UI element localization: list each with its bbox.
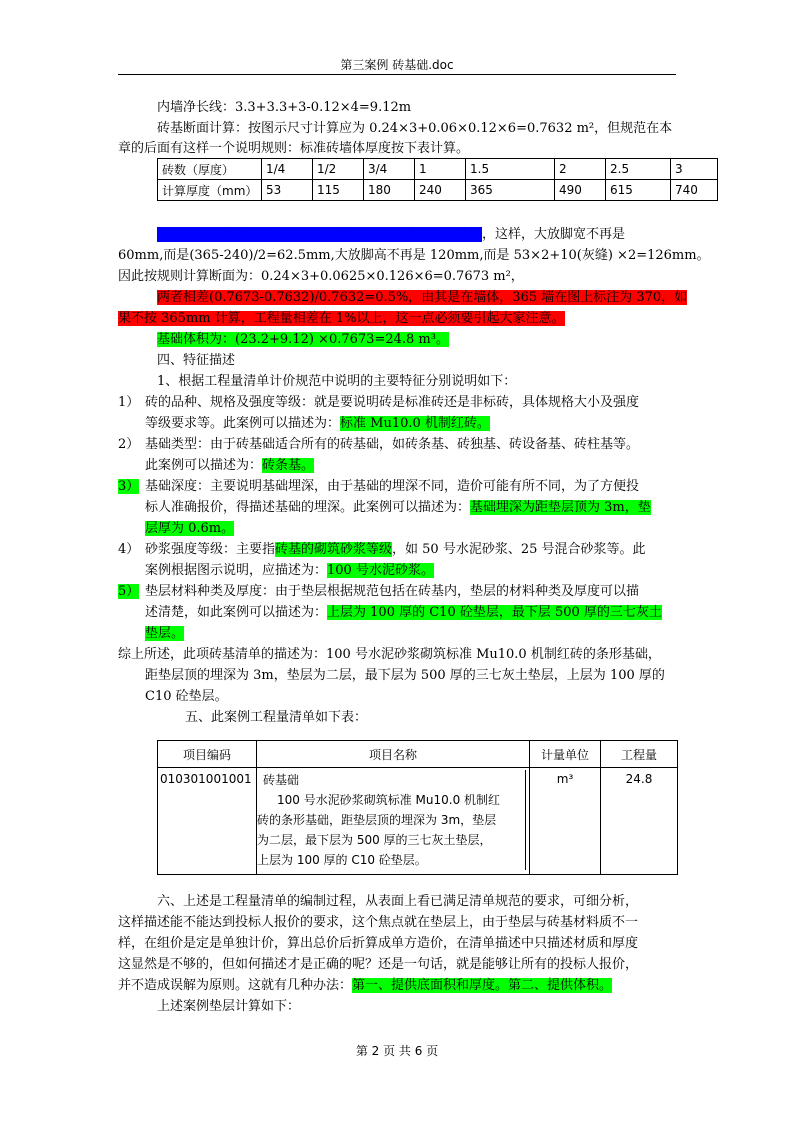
item-name-line: 100 号水泥砂浆砌筑标准 Mu10.0 机制红 <box>277 793 501 807</box>
text-span: 案例根据图示说明，应描述为： <box>145 563 328 578</box>
item2-number: 2） <box>118 437 140 452</box>
table-row <box>158 159 718 180</box>
item5-line2 <box>145 602 662 623</box>
summary-line3: C10 砼垫层。 <box>145 689 228 704</box>
red-highlight: 两者相差(0.7673-0.7632)/0.7632=0.5%，由其是在墙体，365 墙在图上标注为 370，如 <box>157 290 688 305</box>
header-rule <box>118 74 676 75</box>
item1-line2 <box>145 413 490 434</box>
section-calc-line2: 章的后面有这样一个说明规则：标准砖墙体厚度按下表计算。 <box>118 141 470 156</box>
item-name-line: 上层为 100 厚的 C10 砼垫层。 <box>257 853 427 867</box>
header-unit: 计量单位 <box>530 741 601 768</box>
item5-line3 <box>145 623 184 644</box>
section-six-line3: 样，在组价是定是单独计价，算出总价后折算成单方造价，在清单描述中只描述材质和厚度 <box>118 936 639 951</box>
item-name-cell <box>257 768 530 875</box>
item3-line3 <box>145 518 234 539</box>
bill-of-quantities-table <box>157 740 678 875</box>
summary-line2: 距垫层顶的埋深为 3m，垫层为二层，最下层为 500 厚的三七灰土垫层，上层为 100 厚的 <box>145 668 665 683</box>
section-six-line1: 六、上述是工程量清单的编制过程，从表面上看已满足清单规范的要求，可细分析， <box>157 894 639 909</box>
item3-line1: 基础深度：主要说明基础埋深，由于基础的埋深不同，造价可能有所不同，为了方便投 <box>145 479 640 494</box>
rule-explanation-line3: 因此按规则计算断面为：0.24×3+0.0625×0.126×6=0.7673 m²， <box>118 269 524 284</box>
summary-line1: 综上所述，此项砖基清单的描述为：100 号水泥砂浆砌筑标准 Mu10.0 机制红砖的条形基础， <box>118 647 661 662</box>
table-cell: 53 <box>262 180 313 201</box>
table-cell: 计算厚度（mm） <box>158 180 262 201</box>
text-span: 并不造成误解为原则。这就有几种办法： <box>118 978 353 993</box>
section-calc-line1: 砖基断面计算：按图示尺寸计算应为 0.24×3+0.06×0.12×6=0.7632 m²，但规范在本 <box>157 121 673 136</box>
table-cell: 1/4 <box>262 159 313 180</box>
item5-line1: 垫层材料种类及厚度：由于垫层根据规范包括在砖基内，垫层的材料种类及厚度可以描 <box>145 584 640 599</box>
rule-explanation-line2: 60mm,而是(365-240)/2=62.5mm,大放脚高不再是 120mm,而是 53×2+10(灰缝) ×2=126mm。 <box>118 248 710 263</box>
item2-line2 <box>145 455 314 476</box>
item3-number <box>118 476 139 497</box>
section-four-intro: 1、根据工程量清单计价规范中说明的主要特征分别说明如下： <box>157 374 517 389</box>
item4-line2 <box>145 560 434 581</box>
header-code: 项目编码 <box>158 741 257 768</box>
item-quantity: 24.8 <box>601 768 678 875</box>
red-highlight: 果不按 365mm 计算，工程量相差在 1%以上，这一点必须要引起大家注意。 <box>118 311 565 326</box>
section-six-line4: 这显然是不够的，但如何描述才是正确的呢？还是一句话，就是能够让所有的投标人报价， <box>118 957 639 972</box>
item5-number <box>118 581 139 602</box>
item1-number: 1） <box>118 395 140 410</box>
table-cell: 1.5 <box>466 159 555 180</box>
section-four-title: 四、特征描述 <box>157 353 236 368</box>
section-five-title: 五、此案例工程量清单如下表： <box>185 710 368 725</box>
item4-number: 4） <box>118 542 140 557</box>
table-cell: 115 <box>313 180 364 201</box>
item-name-title: 砖基础 <box>263 773 300 787</box>
table-cell: 3 <box>671 159 718 180</box>
green-highlight: 基础体积为：(23.2+9.12) ×0.7673=24.8 m³。 <box>157 332 449 347</box>
blue-highlight: 这说明这不能按图上标注尺寸计算，而是要按照规范计算 <box>157 227 483 242</box>
text-span: ，这样，大放脚宽不再是 <box>482 227 626 242</box>
table-cell: 1/2 <box>313 159 364 180</box>
text-span: 砂浆强度等级：主要指 <box>145 542 276 557</box>
item-name-line: 为二层，最下层为 500 厚的三七灰土垫层， <box>257 833 492 847</box>
item3-line2 <box>145 497 651 518</box>
green-highlight: 基础埋深为距垫层顶为 3m，垫 <box>470 500 651 515</box>
table-header-row <box>158 741 678 768</box>
table-cell: 2 <box>555 159 606 180</box>
item2-line1: 基础类型：由于砖基础适合所有的砖基础，如砖条基、砖独基、砖设备基、砖柱基等。 <box>145 437 640 452</box>
table-cell: 615 <box>606 180 671 201</box>
item-name-line: 砖的条形基础，距垫层顶的埋深为 3m，垫层 <box>257 813 497 827</box>
text-span: 述清楚，如此案例可以描述为： <box>145 605 328 620</box>
green-highlight: 砖基的砌筑砂浆等级 <box>275 542 393 557</box>
item4-line1 <box>145 539 646 560</box>
table-cell: 1 <box>415 159 466 180</box>
table-cell: 740 <box>671 180 718 201</box>
green-highlight: 砖条基。 <box>262 458 315 473</box>
inner-wall-length: 内墙净长线：3.3+3.3+3-0.12×4=9.12m <box>157 100 412 115</box>
section-six-line2: 这样描述能不能达到投标人报价的要求，这个焦点就在垫层上，由于垫层与砖基材料质不一 <box>118 915 639 930</box>
page-header: 第三案例 砖基础.doc <box>340 58 454 72</box>
text-span: 标人准确报价，得描述基础的埋深。此案例可以描述为： <box>145 500 471 515</box>
section-six-line6: 上述案例垫层计算如下： <box>157 999 301 1014</box>
table-cell: 240 <box>415 180 466 201</box>
green-highlight: 标准 Mu10.0 机制红砖。 <box>340 416 490 431</box>
green-highlight: 100 号水泥砂浆。 <box>327 563 434 578</box>
header-quantity: 工程量 <box>601 741 678 768</box>
foundation-volume <box>157 329 449 350</box>
text-span: 等级要求等。此案例可以描述为： <box>145 416 341 431</box>
item-unit: m³ <box>530 768 601 875</box>
table-row <box>158 768 678 875</box>
green-highlight: 第一、提供底面积和厚度。第二、提供体积。 <box>352 978 613 993</box>
green-highlight: 上层为 100 厚的 C10 砼垫层，最下层 500 厚的三七灰土 <box>327 605 662 620</box>
table-row <box>158 180 718 201</box>
item-code: 010301001001 <box>158 768 257 875</box>
table-cell: 365 <box>466 180 555 201</box>
green-highlight: 3） <box>118 479 140 494</box>
difference-line2 <box>118 308 565 329</box>
table-cell: 3/4 <box>364 159 415 180</box>
rule-explanation-line1 <box>157 224 625 245</box>
green-highlight: 垫层。 <box>145 626 185 641</box>
header-name: 项目名称 <box>257 741 530 768</box>
text-span: ，如 50 号水泥砂浆、25 号混合砂浆等。此 <box>392 542 646 557</box>
wall-thickness-table <box>157 158 718 201</box>
difference-line1 <box>157 287 687 308</box>
page-footer: 第 2 页 共 6 页 <box>355 1044 439 1058</box>
table-cell: 2.5 <box>606 159 671 180</box>
green-highlight: 层厚为 0.6m。 <box>145 521 235 536</box>
item1-line1: 砖的品种、规格及强度等级：就是要说明砖是标准砖还是非标砖，具体规格大小及强度 <box>145 395 640 410</box>
table-cell: 490 <box>555 180 606 201</box>
section-six-line5 <box>118 975 612 996</box>
table-cell: 砖数（厚度） <box>158 159 262 180</box>
green-highlight: 5） <box>118 584 140 599</box>
text-span: 此案例可以描述为： <box>145 458 263 473</box>
table-cell: 180 <box>364 180 415 201</box>
